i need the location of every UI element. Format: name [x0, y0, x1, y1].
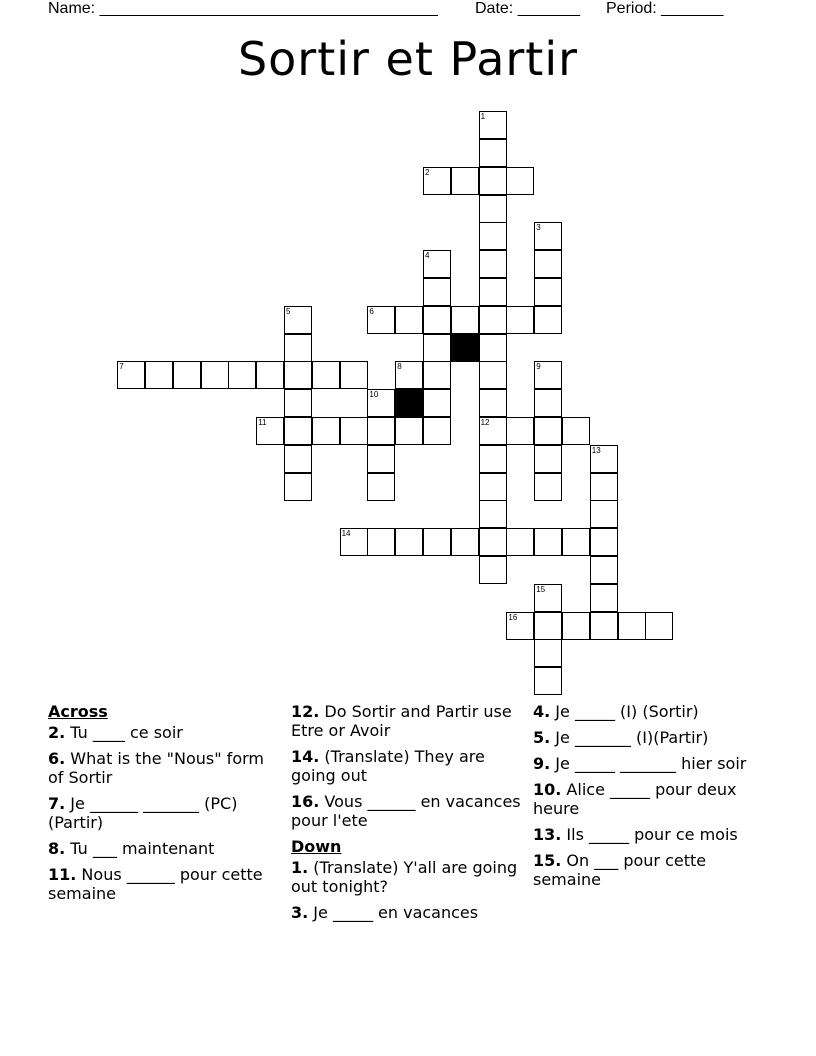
- clue-number-label: 11.: [48, 865, 77, 884]
- clue-number: 10: [369, 390, 379, 400]
- grid-cell[interactable]: [534, 528, 562, 556]
- grid-cell[interactable]: [145, 361, 173, 389]
- grid-cell[interactable]: [395, 528, 423, 556]
- grid-cell[interactable]: [618, 612, 646, 640]
- down-clue: [533, 702, 763, 721]
- grid-cell[interactable]: [173, 361, 201, 389]
- down-clue: [533, 728, 763, 747]
- grid-cell[interactable]: [590, 473, 618, 501]
- grid-cell[interactable]: [284, 389, 312, 417]
- clue-text: Je _____ (I) (Sortir): [550, 702, 699, 721]
- grid-cell[interactable]: [534, 639, 562, 667]
- grid-cell[interactable]: [534, 667, 562, 695]
- across-clue-list: [48, 723, 278, 903]
- grid-cell[interactable]: [506, 306, 534, 334]
- grid-cell[interactable]: [451, 306, 479, 334]
- clue-text: Tu ____ ce soir: [65, 723, 183, 742]
- grid-cell[interactable]: [534, 389, 562, 417]
- grid-cell[interactable]: [423, 306, 451, 334]
- down-clue: [291, 903, 521, 922]
- grid-cell[interactable]: [423, 278, 451, 306]
- grid-cell[interactable]: [479, 389, 507, 417]
- down-heading: Down: [291, 837, 342, 856]
- grid-cell[interactable]: [479, 556, 507, 584]
- grid-cell[interactable]: [284, 473, 312, 501]
- clue-text: Je _____ _______ hier soir: [550, 754, 747, 773]
- black-cell: [451, 334, 479, 362]
- across-clue: [291, 792, 521, 830]
- grid-cell[interactable]: [479, 250, 507, 278]
- across-clue: [291, 702, 521, 740]
- grid-cell[interactable]: [479, 278, 507, 306]
- black-cell: [395, 389, 423, 417]
- page-title: Sortir et Partir: [237, 32, 579, 86]
- grid-cell[interactable]: [479, 222, 507, 250]
- grid-cell[interactable]: [590, 584, 618, 612]
- clue-text: Je _____ en vacances: [308, 903, 479, 922]
- across-clue: [48, 865, 278, 903]
- clue-text: Je ______ _______ (PC)(Partir): [48, 794, 238, 832]
- grid-cell[interactable]: [201, 361, 229, 389]
- grid-cell[interactable]: [479, 167, 507, 195]
- grid-cell[interactable]: [562, 528, 590, 556]
- clue-number: 2: [425, 167, 430, 177]
- down-clue: [533, 825, 763, 844]
- grid-cell[interactable]: [534, 417, 562, 445]
- clue-number-label: 13.: [533, 825, 562, 844]
- clue-number: 1: [480, 112, 486, 122]
- clue-text: Vous ______ en vacances pour l'ete: [291, 792, 521, 830]
- grid-cell[interactable]: [340, 417, 368, 445]
- grid-cell[interactable]: [479, 334, 507, 362]
- grid-cell[interactable]: [534, 278, 562, 306]
- clue-number: 15: [536, 584, 546, 594]
- grid-cell[interactable]: [340, 361, 368, 389]
- down-clue-list: [291, 858, 521, 922]
- clue-number-label: 1.: [291, 858, 309, 877]
- grid-cell[interactable]: [367, 528, 395, 556]
- grid-cell[interactable]: [423, 334, 451, 362]
- clue-number-label: 16.: [291, 792, 320, 811]
- clue-number: 14: [341, 529, 351, 539]
- clue-number: 9: [536, 362, 541, 372]
- grid-cell[interactable]: [479, 306, 507, 334]
- clue-number-label: 6.: [48, 749, 66, 768]
- clue-text: Je _______ (I)(Partir): [550, 728, 709, 747]
- grid-cell[interactable]: [284, 445, 312, 473]
- across-clue: [48, 839, 278, 858]
- down-clue: [533, 754, 763, 773]
- grid-cell[interactable]: [423, 361, 451, 389]
- clue-text: Do Sortir and Partir use Etre or Avoir: [291, 702, 512, 740]
- grid-cell[interactable]: [534, 306, 562, 334]
- grid-cell[interactable]: [506, 167, 534, 195]
- clue-number-label: 5.: [533, 728, 551, 747]
- grid-cell[interactable]: [312, 417, 340, 445]
- clue-number: 12: [480, 418, 490, 427]
- clue-number: 16: [508, 612, 518, 622]
- grid-cell[interactable]: [479, 473, 507, 501]
- grid-cell[interactable]: [367, 473, 395, 501]
- grid-cell[interactable]: [534, 445, 562, 473]
- grid-cell[interactable]: [228, 361, 256, 389]
- grid-cell[interactable]: [284, 417, 312, 445]
- across-clue: [291, 747, 521, 785]
- grid-cell[interactable]: [479, 361, 507, 389]
- clue-text: (Translate) Y'all are going out tonight?: [291, 858, 518, 896]
- grid-cell[interactable]: [451, 167, 479, 195]
- clue-number: 5: [286, 306, 291, 316]
- clue-number: 13: [591, 445, 601, 455]
- across-clue: [48, 749, 278, 787]
- clues-column-1: [48, 702, 278, 910]
- grid-cell[interactable]: [479, 195, 507, 223]
- clue-text: Tu ___ maintenant: [65, 839, 215, 858]
- grid-cell[interactable]: [284, 361, 312, 389]
- clue-number: 4: [425, 251, 430, 261]
- grid-cell[interactable]: [395, 417, 423, 445]
- grid-cell[interactable]: [534, 612, 562, 640]
- clue-number: 6: [369, 306, 374, 316]
- clue-number-label: 12.: [291, 702, 320, 721]
- grid-cell[interactable]: [423, 389, 451, 417]
- clue-number-label: 10.: [533, 780, 562, 799]
- grid-cell[interactable]: [645, 612, 673, 640]
- clue-text: What is the "Nous" form of Sortir: [48, 749, 264, 787]
- grid-cell[interactable]: [479, 528, 507, 556]
- clue-number: 7: [119, 362, 124, 372]
- clue-number: 8: [397, 362, 402, 372]
- grid-cell[interactable]: [506, 417, 534, 445]
- clue-number: 11: [258, 418, 267, 427]
- down-clue: [533, 851, 763, 889]
- down-clue: [291, 858, 521, 896]
- clue-text: Ils _____ pour ce mois: [561, 825, 738, 844]
- grid-cell[interactable]: [562, 417, 590, 445]
- grid-cell[interactable]: [256, 361, 284, 389]
- across-clue-list-continued: [291, 702, 521, 830]
- grid-cell[interactable]: [506, 528, 534, 556]
- across-clue: [48, 794, 278, 832]
- grid-cell[interactable]: [590, 612, 618, 640]
- clue-text: (Translate) They are going out: [291, 747, 485, 785]
- clue-number-label: 4.: [533, 702, 551, 721]
- period-field: Period: _______: [606, 0, 724, 17]
- grid-cell[interactable]: [423, 417, 451, 445]
- grid-cell[interactable]: [590, 500, 618, 528]
- grid-cell[interactable]: [479, 500, 507, 528]
- clue-number-label: 8.: [48, 839, 66, 858]
- across-heading: Across: [48, 702, 108, 721]
- grid-cell[interactable]: [534, 250, 562, 278]
- grid-cell[interactable]: [590, 528, 618, 556]
- clue-number-label: 9.: [533, 754, 551, 773]
- clue-number-label: 15.: [533, 851, 562, 870]
- grid-cell[interactable]: [284, 334, 312, 362]
- clue-text: Alice _____ pour deux heure: [533, 780, 737, 818]
- clue-number: 3: [536, 223, 541, 233]
- grid-cell[interactable]: [590, 556, 618, 584]
- grid-cell[interactable]: [451, 528, 479, 556]
- clue-number-label: 3.: [291, 903, 309, 922]
- down-clue: [533, 780, 763, 818]
- grid-cell[interactable]: [534, 473, 562, 501]
- grid-cell[interactable]: [395, 306, 423, 334]
- across-clue: [48, 723, 278, 742]
- grid-cell[interactable]: [367, 445, 395, 473]
- down-clue-list-continued: [533, 702, 763, 889]
- clue-number-label: 7.: [48, 794, 66, 813]
- grid-cell[interactable]: [562, 612, 590, 640]
- clue-text: On ___ pour cette semaine: [533, 851, 707, 889]
- clue-number-label: 2.: [48, 723, 66, 742]
- clue-text: Nous ______ pour cette semaine: [48, 865, 263, 903]
- grid-cell[interactable]: [423, 528, 451, 556]
- clues-column-3: [533, 702, 763, 896]
- grid-cell[interactable]: [479, 139, 507, 167]
- grid-cell[interactable]: [312, 361, 340, 389]
- name-field: Name: ______________________________________: [48, 0, 438, 17]
- clue-number-label: 14.: [291, 747, 320, 766]
- clues-column-2: [291, 702, 521, 929]
- grid-cell[interactable]: [367, 417, 395, 445]
- grid-cell[interactable]: [479, 445, 507, 473]
- date-field: Date: _______: [475, 0, 580, 17]
